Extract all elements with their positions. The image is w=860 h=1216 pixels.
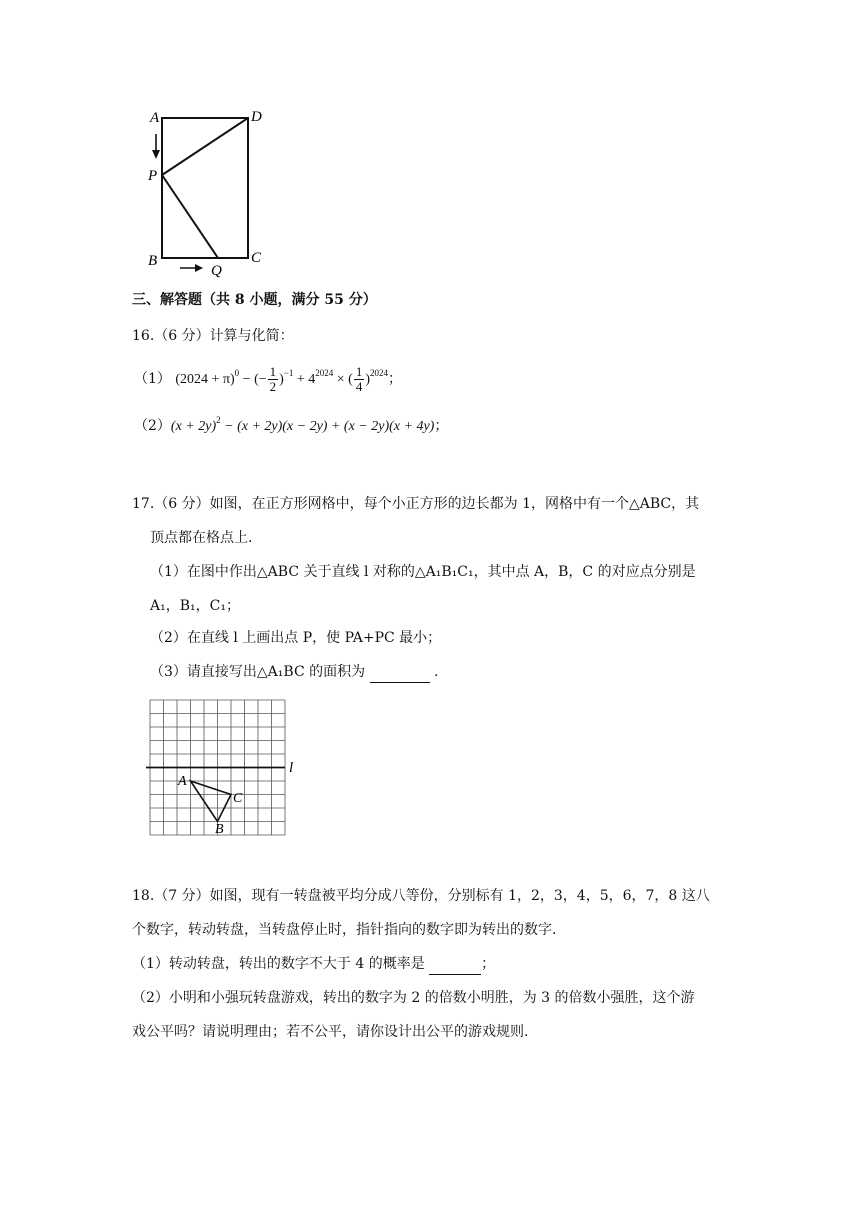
q17-line2: 顶点都在格点上. — [150, 530, 253, 546]
point-b-label: B — [215, 822, 224, 837]
section-heading: 三、解答题（共 8 小题，满分 55 分） — [132, 292, 377, 308]
q16-part1: （1） $(2024 + \pi)^0$ − (− $\frac{1}{2}$ )$^{-1} + 4^{2024}$ × ( $\frac{1}{4}$ )$^{2024}$； — [134, 364, 403, 395]
q17-line1: 17.（6 分）如图，在正方形网格中，每个小正方形的边长都为 1，网格中有一个△ABC，其 — [132, 496, 700, 512]
answer-blank[interactable] — [370, 662, 430, 683]
q16-header: 16.（6 分）计算与化简： — [132, 328, 294, 344]
q18-line2: 个数字，转动转盘，当转盘停止时，指针指向的数字即为转出的数字. — [132, 922, 557, 938]
q17-sub3: （3）请直接写出△A₁BC 的面积为 . — [150, 662, 438, 683]
q18-line1: 18.（7 分）如图，现有一转盘被平均分成八等份，分别标有 1，2，3，4，5，6，7，8 这八 — [132, 888, 710, 904]
grid-figure — [146, 696, 306, 840]
q18-sub2-line2: 戏公平吗？请说明理由；若不公平，请你设计出公平的游戏规则. — [132, 1024, 529, 1040]
q17-sub2: （2）在直线 l 上画出点 P，使 PA+PC 最小； — [150, 630, 442, 646]
line-l-label: l — [289, 760, 294, 776]
q17-sub1-line1: （1）在图中作出△ABC 关于直线 l 对称的△A₁B₁C₁，其中点 A，B，C 的对应点分别是 — [150, 564, 696, 580]
label-b: B — [148, 253, 158, 269]
q18-sub2-line1: （2）小明和小强玩转盘游戏，转出的数字为 2 的倍数小明胜，为 3 的倍数小强胜，这个游 — [132, 990, 695, 1006]
rectangle-figure — [140, 104, 270, 280]
point-c-label: C — [233, 791, 243, 806]
q17-sub1-line2: A₁，B₁，C₁； — [150, 598, 240, 614]
answer-blank-probability[interactable] — [429, 954, 481, 975]
point-a-label: A — [178, 774, 187, 789]
label-q: Q — [211, 263, 222, 279]
label-c: C — [251, 250, 262, 266]
label-d: D — [251, 109, 262, 125]
label-a: A — [150, 110, 160, 126]
label-p: P — [148, 168, 158, 184]
q18-sub1: （1）转动转盘，转出的数字不大于 4 的概率是 ； — [132, 954, 495, 975]
q16-part2: $(2)(x + 2y)^2 - (x + 2y)(x - 2y) + (x - 2y)(x + 4y)$； — [134, 415, 449, 434]
